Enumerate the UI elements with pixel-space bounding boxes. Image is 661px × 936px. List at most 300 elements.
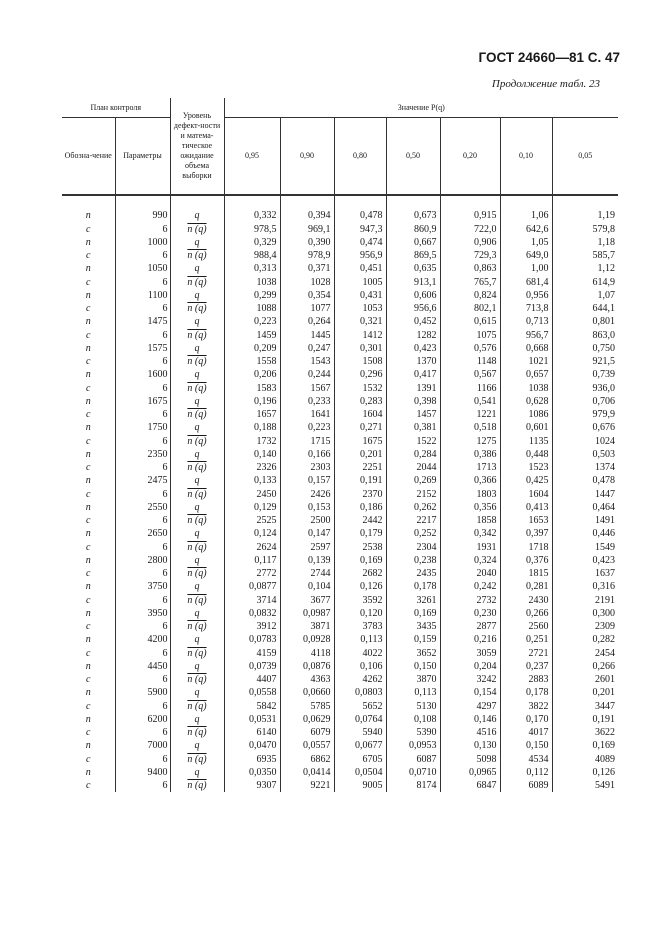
value-cell: 2877 [440,620,500,633]
parameter-cell: 2800 [115,554,170,567]
value-cell: 0,223 [280,421,334,434]
value-cell: 0,0677 [334,739,386,752]
value-cell: 2326 [224,461,280,474]
parameter-cell: 4450 [115,660,170,673]
value-cell: 5390 [386,726,440,739]
symbol-cell: c [86,276,91,288]
table-row [62,355,618,368]
symbol-cell: n [85,581,91,593]
value-cell: 0,452 [386,315,440,328]
value-cell: 0,157 [280,474,334,487]
value-cell: 2450 [224,488,280,501]
value-cell: 0,271 [334,421,386,434]
parameter-cell: 1100 [115,289,170,302]
level-cell: n (q) [170,276,224,289]
table-row [62,686,618,699]
parameter-cell: 6 [115,223,170,236]
value-cell: 2309 [552,620,618,633]
table-row [62,474,618,487]
value-cell: 0,451 [334,262,386,275]
value-cell: 0,191 [552,713,618,726]
value-cell: 1713 [440,461,500,474]
value-cell: 644,1 [552,302,618,315]
level-cell: n (q) [170,673,224,686]
value-cell: 0,750 [552,342,618,355]
value-cell: 2525 [224,514,280,527]
value-cell: 4363 [280,673,334,686]
value-cell: 2772 [224,567,280,580]
parameter-cell: 6 [115,541,170,554]
parameter-cell: 6 [115,514,170,527]
value-cell: 4297 [440,700,500,713]
value-cell: 0,464 [552,501,618,514]
value-cell: 1604 [334,408,386,421]
parameter-cell: 1475 [115,315,170,328]
value-cell: 0,269 [386,474,440,487]
symbol-cell: n [85,687,91,699]
value-cell: 1445 [280,329,334,342]
level-cell: q [170,262,224,275]
value-cell: 1028 [280,276,334,289]
symbol-cell: c [86,541,91,553]
value-cell: 0,0557 [280,739,334,752]
value-cell: 5940 [334,726,386,739]
value-cell: 2303 [280,461,334,474]
value-cell: 0,233 [280,395,334,408]
level-cell: n (q) [170,514,224,527]
value-cell: 956,7 [500,329,552,342]
value-cell: 5098 [440,753,500,766]
value-cell: 0,113 [334,633,386,646]
value-cell: 936,0 [552,382,618,395]
value-cell: 0,266 [552,660,618,673]
parameter-cell: 3950 [115,607,170,620]
value-cell: 0,567 [440,368,500,381]
symbol-cell: n [85,554,91,566]
value-cell: 1391 [386,382,440,395]
value-cell: 0,238 [386,554,440,567]
value-cell: 0,159 [386,633,440,646]
value-cell: 0,113 [386,686,440,699]
value-cell: 0,518 [440,421,500,434]
table-row [62,276,618,289]
value-cell: 4262 [334,673,386,686]
value-cell: 2597 [280,541,334,554]
value-cell: 0,801 [552,315,618,328]
value-cell: 2152 [386,488,440,501]
value-cell: 0,606 [386,289,440,302]
value-cell: 0,126 [552,766,618,779]
level-cell: q [170,421,224,434]
value-cell: 0,332 [224,209,280,222]
value-cell: 0,299 [224,289,280,302]
level-cell: n (q) [170,488,224,501]
table-row [62,620,618,633]
level-cell: n (q) [170,223,224,236]
value-cell: 6847 [440,779,500,792]
value-cell: 3447 [552,700,618,713]
value-cell: 585,7 [552,249,618,262]
value-cell: 2426 [280,488,334,501]
value-cell: 1,00 [500,262,552,275]
value-cell: 1532 [334,382,386,395]
symbol-cell: n [85,316,91,328]
value-cell: 8174 [386,779,440,792]
table-row [62,739,618,752]
value-cell: 4516 [440,726,500,739]
value-cell: 1549 [552,541,618,554]
value-cell: 0,667 [386,236,440,249]
value-cell: 1005 [334,276,386,289]
value-cell: 1086 [500,408,552,421]
value-cell: 0,266 [500,607,552,620]
value-cell: 2601 [552,673,618,686]
value-cell: 6862 [280,753,334,766]
value-cell: 0,324 [440,554,500,567]
value-cell: 0,541 [440,395,500,408]
value-cell: 0,0783 [224,633,280,646]
symbol-cell: n [85,501,91,513]
table-row [62,302,618,315]
value-cell: 4089 [552,753,618,766]
value-cell: 5130 [386,700,440,713]
value-cell: 1282 [386,329,440,342]
value-cell: 6935 [224,753,280,766]
value-cell: 765,7 [440,276,500,289]
value-cell: 0,342 [440,527,500,540]
symbol-cell: n [85,766,91,778]
parameter-cell: 6 [115,567,170,580]
symbol-cell: n [85,422,91,434]
value-cell: 0,915 [440,209,500,222]
level-cell: q [170,527,224,540]
table-row [62,329,618,342]
table-row [62,580,618,593]
value-cell: 3677 [280,594,334,607]
value-cell: 1558 [224,355,280,368]
value-cell: 802,1 [440,302,500,315]
parameter-cell: 6200 [115,713,170,726]
data-table [62,98,618,792]
value-cell: 4407 [224,673,280,686]
value-cell: 3870 [386,673,440,686]
table-row [62,408,618,421]
value-cell: 0,0803 [334,686,386,699]
value-cell: 0,237 [500,660,552,673]
symbol-cell: n [85,607,91,619]
value-cell: 0,191 [334,474,386,487]
value-cell: 1038 [500,382,552,395]
value-cell: 2538 [334,541,386,554]
value-cell: 0,223 [224,315,280,328]
prob-header: 0,50 [386,118,440,196]
value-cell: 0,713 [500,315,552,328]
level-cell: n (q) [170,355,224,368]
parameter-cell: 3750 [115,580,170,593]
value-cell: 1653 [500,514,552,527]
level-cell: q [170,580,224,593]
value-cell: 2370 [334,488,386,501]
value-cell: 2251 [334,461,386,474]
level-cell: n (q) [170,461,224,474]
value-cell: 3822 [500,700,552,713]
value-cell: 0,906 [440,236,500,249]
parameter-cell: 1050 [115,262,170,275]
value-cell: 0,178 [500,686,552,699]
page-header: ГОСТ 24660—81 С. 47 [478,50,620,65]
value-cell: 0,635 [386,262,440,275]
value-cell: 869,5 [386,249,440,262]
value-cell: 2040 [440,567,500,580]
table-row [62,488,618,501]
symbol-cell: c [86,409,91,421]
value-cell: 2430 [500,594,552,607]
parameter-cell: 2550 [115,501,170,514]
value-cell: 0,478 [552,474,618,487]
value-cell: 0,576 [440,342,500,355]
table-row [62,501,618,514]
value-cell: 0,0877 [224,580,280,593]
value-cell: 0,0832 [224,607,280,620]
value-cell: 0,0531 [224,713,280,726]
value-cell: 1021 [500,355,552,368]
value-cell: 0,139 [280,554,334,567]
table-row [62,315,618,328]
symbol-cell: c [86,674,91,686]
symbol-cell: n [85,448,91,460]
symbol-cell: c [86,727,91,739]
prob-header: 0,05 [552,118,618,196]
level-cell: n (q) [170,541,224,554]
table-row [62,607,618,620]
value-cell: 956,9 [334,249,386,262]
value-cell: 0,397 [500,527,552,540]
value-cell: 0,423 [386,342,440,355]
value-cell: 1,05 [500,236,552,249]
symbol-cell: n [85,475,91,487]
value-cell: 1374 [552,461,618,474]
parameter-cell: 6 [115,726,170,739]
value-cell: 4159 [224,647,280,660]
symbol-cell: n [85,634,91,646]
symbol-cell: c [86,515,91,527]
value-cell: 1718 [500,541,552,554]
value-cell: 1641 [280,408,334,421]
level-cell: n (q) [170,329,224,342]
value-cell: 0,252 [386,527,440,540]
value-cell: 0,169 [552,739,618,752]
value-cell: 1815 [500,567,552,580]
table-row [62,673,618,686]
value-cell: 0,615 [440,315,500,328]
value-cell: 649,0 [500,249,552,262]
symbol-cell: c [86,594,91,606]
value-cell: 722,0 [440,223,500,236]
value-cell: 0,169 [334,554,386,567]
value-cell: 3783 [334,620,386,633]
value-cell: 579,8 [552,223,618,236]
value-cell: 2721 [500,647,552,660]
value-cell: 9005 [334,779,386,792]
table-row [62,236,618,249]
level-cell: n (q) [170,567,224,580]
value-cell: 1088 [224,302,280,315]
value-cell: 988,4 [224,249,280,262]
level-cell: q [170,209,224,222]
parameter-cell: 6 [115,594,170,607]
level-cell: q [170,289,224,302]
value-cell: 0,120 [334,607,386,620]
value-cell: 2744 [280,567,334,580]
value-cell: 0,186 [334,501,386,514]
value-cell: 0,706 [552,395,618,408]
symbol-cell: n [85,660,91,672]
parameter-cell: 6 [115,249,170,262]
value-cell: 1583 [224,382,280,395]
parameter-cell: 7000 [115,739,170,752]
value-cell: 6705 [334,753,386,766]
symbol-cell: c [86,356,91,368]
value-cell: 4534 [500,753,552,766]
parameter-cell: 6 [115,647,170,660]
level-cell: q [170,686,224,699]
parameter-cell: 2650 [115,527,170,540]
parameter-cell: 2475 [115,474,170,487]
table-row [62,249,618,262]
value-cell: 1457 [386,408,440,421]
value-cell: 0,196 [224,395,280,408]
value-cell: 0,283 [334,395,386,408]
symbol-cell: c [86,382,91,394]
parameter-cell: 6 [115,302,170,315]
value-cell: 1024 [552,435,618,448]
value-cell: 5785 [280,700,334,713]
value-cell: 2304 [386,541,440,554]
value-cell: 0,0876 [280,660,334,673]
value-cell: 1053 [334,302,386,315]
value-cell: 1412 [334,329,386,342]
table-row [62,435,618,448]
value-cell: 1657 [224,408,280,421]
level-cell: n (q) [170,647,224,660]
value-cell: 0,201 [552,686,618,699]
value-cell: 0,316 [552,580,618,593]
level-cell: q [170,368,224,381]
value-cell: 0,394 [280,209,334,222]
symbol-cell: n [85,289,91,301]
value-cell: 5652 [334,700,386,713]
table-row [62,779,618,792]
value-cell: 3592 [334,594,386,607]
table-continuation-label: Продолжение табл. 23 [491,78,600,90]
value-cell: 1732 [224,435,280,448]
value-cell: 0,0739 [224,660,280,673]
symbol-cell: c [86,780,91,792]
value-cell: 0,0928 [280,633,334,646]
table-row [62,554,618,567]
value-cell: 0,824 [440,289,500,302]
level-cell: n (q) [170,594,224,607]
value-cell: 2883 [500,673,552,686]
value-cell: 1931 [440,541,500,554]
value-cell: 1135 [500,435,552,448]
value-cell: 969,1 [280,223,334,236]
value-cell: 0,179 [334,527,386,540]
value-cell: 0,386 [440,448,500,461]
level-cell: q [170,315,224,328]
value-cell: 978,9 [280,249,334,262]
symbol-cell: c [86,488,91,500]
value-cell: 1,06 [500,209,552,222]
value-cell: 0,153 [280,501,334,514]
value-cell: 860,9 [386,223,440,236]
symbol-cell: c [86,223,91,235]
table-row [62,753,618,766]
value-cell: 729,3 [440,249,500,262]
value-cell: 0,739 [552,368,618,381]
symbol-cell: n [85,263,91,275]
parameter-cell: 6 [115,355,170,368]
parameter-cell: 9400 [115,766,170,779]
value-cell: 0,356 [440,501,500,514]
value-cell: 0,242 [440,580,500,593]
value-cell: 0,863 [440,262,500,275]
symbol-cell: c [86,303,91,315]
value-cell: 0,150 [386,660,440,673]
value-cell: 0,657 [500,368,552,381]
value-cell: 642,6 [500,223,552,236]
value-cell: 0,209 [224,342,280,355]
value-cell: 978,5 [224,223,280,236]
value-cell: 0,201 [334,448,386,461]
level-cell: q [170,448,224,461]
value-cell: 0,398 [386,395,440,408]
parameter-cell: 1575 [115,342,170,355]
value-cell: 0,154 [440,686,500,699]
value-cell: 1675 [334,435,386,448]
symbol-cell: n [85,236,91,248]
value-cell: 0,478 [334,209,386,222]
symbol-cell: n [85,210,91,222]
value-cell: 1604 [500,488,552,501]
level-cell: n (q) [170,249,224,262]
level-cell: q [170,660,224,673]
value-cell: 0,417 [386,368,440,381]
parameter-cell: 6 [115,673,170,686]
value-cell: 713,8 [500,302,552,315]
value-cell: 0,0660 [280,686,334,699]
prob-header: 0,10 [500,118,552,196]
value-cell: 0,321 [334,315,386,328]
value-cell: 0,376 [500,554,552,567]
value-cell: 1522 [386,435,440,448]
value-cell: 0,329 [224,236,280,249]
value-cell: 0,166 [280,448,334,461]
value-cell: 913,1 [386,276,440,289]
value-cell: 0,112 [500,766,552,779]
value-cell: 2435 [386,567,440,580]
level-cell: n (q) [170,726,224,739]
parameter-cell: 6 [115,408,170,421]
value-cell: 0,130 [440,739,500,752]
value-cell: 3652 [386,647,440,660]
value-cell: 0,124 [224,527,280,540]
table-row [62,713,618,726]
value-cell: 2732 [440,594,500,607]
value-cell: 2044 [386,461,440,474]
level-cell: n (q) [170,779,224,792]
level-cell: n (q) [170,435,224,448]
